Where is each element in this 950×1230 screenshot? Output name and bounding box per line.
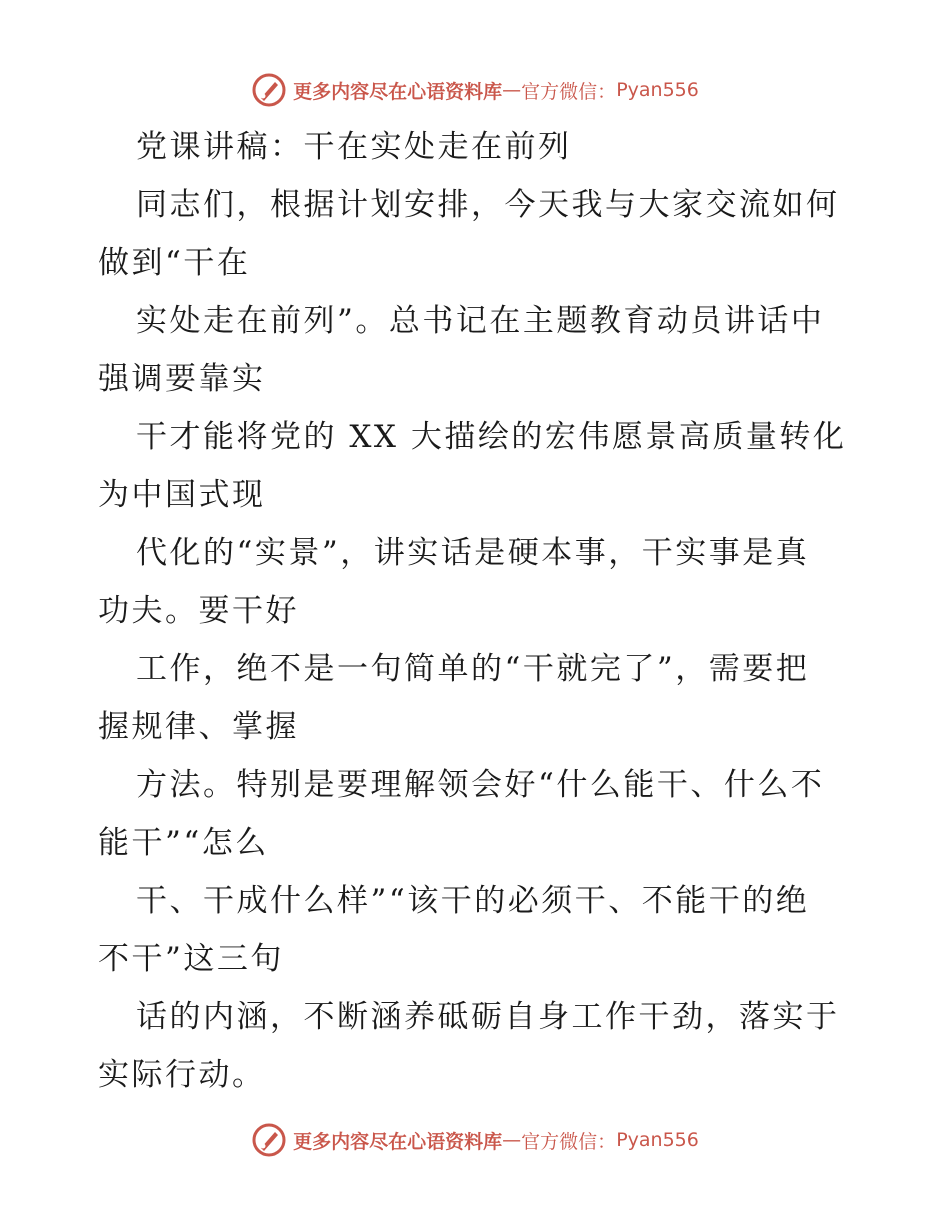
paragraph-line: 话的内涵，不断涵养砥砺自身工作干劲，落实于 <box>136 999 840 1035</box>
watermark-separator: — <box>502 1129 522 1151</box>
paragraph-line: 代化的“实景”，讲实话是硬本事，干实事是真 <box>136 535 810 571</box>
paragraph-line: 干才能将党的 XX 大描绘的宏伟愿景高质量转化 <box>136 419 847 455</box>
paragraph-line: 能干”“怎么 <box>98 825 269 861</box>
paragraph-line: 工作，绝不是一句简单的“干就完了”，需要把 <box>136 651 810 687</box>
document-title: 党课讲稿：干在实处走在前列 <box>136 129 572 165</box>
paragraph-line: 握规律、掌握 <box>98 709 299 745</box>
pen-logo-icon <box>251 72 287 108</box>
paragraph-line: 强调要靠实 <box>98 361 266 397</box>
pen-logo-icon <box>251 1122 287 1158</box>
header-watermark <box>0 70 950 110</box>
paragraph-line: 实处走在前列”。总书记在主题教育动员讲话中 <box>136 303 825 339</box>
paragraph-line: 方法。特别是要理解领会好“什么能干、什么不 <box>136 767 825 803</box>
paragraph-line: 干、干成什么样”“该干的必须干、不能干的绝 <box>136 883 810 919</box>
paragraph-line: 实际行动。 <box>98 1057 266 1093</box>
watermark-separator: — <box>502 79 522 101</box>
document-body <box>98 118 858 1104</box>
paragraph-line: 同志们，根据计划安排，今天我与大家交流如何 <box>136 187 840 223</box>
paragraph-line: 不干”这三句 <box>98 941 284 977</box>
footer-watermark <box>0 1120 950 1160</box>
watermark-id: Pyan556 <box>616 79 699 101</box>
watermark-main-text: 更多内容尽在心语资料库 <box>293 1130 503 1153</box>
watermark-label: 官方微信： <box>521 1130 617 1153</box>
paragraph-line: 为中国式现 <box>98 477 266 513</box>
paragraph-line: 做到“干在 <box>98 245 251 281</box>
watermark-id: Pyan556 <box>616 1129 699 1151</box>
watermark-label: 官方微信： <box>521 80 617 103</box>
watermark-main-text: 更多内容尽在心语资料库 <box>293 80 503 103</box>
paragraph-line: 功夫。要干好 <box>98 593 299 629</box>
